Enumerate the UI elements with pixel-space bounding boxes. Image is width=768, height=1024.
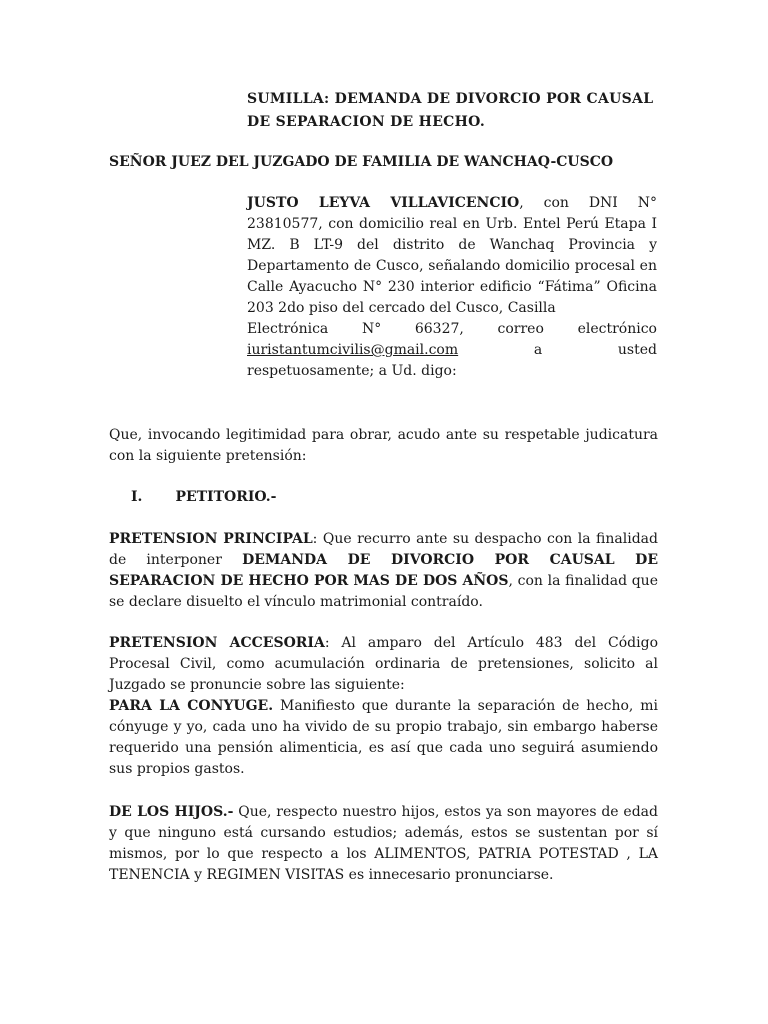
intro-text: , con DNI N° 23810577, con domicilio real en Urb. Entel Perú Etapa I MZ. B LT-9 del distrito de Wanchaq Provincia y Departamento de Cusco, señalando domicilio procesal en Calle Ayacucho N° 230 interior edificio “Fátima” Oficina 203 2do piso del cercado del Cusco, Casilla xyxy=(247,195,657,316)
que-paragraph: Que, invocando legitimidad para obrar, acudo ante su respetable judicatura con la siguiente pretensión: xyxy=(109,427,658,464)
pp-label: PRETENSION PRINCIPAL xyxy=(109,531,313,547)
intro-closing: respetuosamente; a Ud. digo: xyxy=(247,363,457,379)
conyuge-label: PARA LA CONYUGE. xyxy=(109,698,274,714)
pretension-accesoria xyxy=(109,633,658,780)
section-number: I. xyxy=(131,489,143,505)
section-title: PETITORIO.- xyxy=(175,489,277,505)
sumilla xyxy=(247,88,657,134)
plaintiff-name: JUSTO LEYVA VILLAVICENCIO xyxy=(247,195,520,211)
sumilla-line-2: DE SEPARACION DE HECHO. xyxy=(247,114,485,130)
pp-text-1: : Que recurro ante su despacho con la finalidad de interponer xyxy=(109,531,658,568)
intro-paragraph xyxy=(247,193,657,382)
section-heading xyxy=(131,487,276,508)
pa-label: PRETENSION ACCESORIA xyxy=(109,635,325,651)
email-tail-2: usted xyxy=(617,342,657,358)
addressee: SEÑOR JUEZ DEL JUZGADO DE FAMILIA DE WANCHAQ-CUSCO xyxy=(109,154,614,170)
casilla-word-3: 66327, xyxy=(414,321,464,337)
pp-text-2: , con la finalidad que se declare disuelto el vínculo matrimonial contraído. xyxy=(109,573,658,610)
email-link[interactable]: iuristantumcivilis@gmail.com xyxy=(247,342,459,358)
conyuge-paragraph xyxy=(109,696,658,780)
pa-text: : Al amparo del Artículo 483 del Código Procesal Civil, como acumulación ordinaria de pretensiones, solicito al Juzgado se pronuncie sobre las siguiente: xyxy=(109,635,658,693)
casilla-word-5: electrónico xyxy=(577,321,657,337)
hijos-paragraph xyxy=(109,802,658,886)
casilla-line xyxy=(247,319,657,340)
casilla-word-4: correo xyxy=(497,321,544,337)
hijos-text: Que, respecto nuestro hijos, estos ya son mayores de edad y que ninguno está cursando estudios; además, estos se sustentan por sí mismos, por lo que respecto a los ALIMENTOS, PATRIA POTESTAD , LA TENENCIA y REGIMEN VISITAS es innecesario pronunciarse. xyxy=(109,804,658,883)
casilla-word-2: N° xyxy=(361,321,382,337)
conyuge-text: Manifiesto que durante la separación de hecho, mi cónyuge y yo, cada uno ha vivido de su propio trabajo, sin embargo haberse requerido una pensión alimenticia, es así que cada uno seguirá asumiendo sus propios gastos. xyxy=(109,698,658,777)
casilla-word-1: Electrónica xyxy=(247,321,329,337)
pretension-principal xyxy=(109,529,658,613)
hijos-label: DE LOS HIJOS.- xyxy=(109,804,234,820)
email-line xyxy=(247,340,657,361)
email-tail-1: a xyxy=(533,342,543,358)
pp-bold: DEMANDA DE DIVORCIO POR CAUSAL DE SEPARACION DE HECHO POR MAS DE DOS AÑOS xyxy=(109,552,658,589)
sumilla-line-1: SUMILLA: DEMANDA DE DIVORCIO POR CAUSAL xyxy=(247,91,654,107)
